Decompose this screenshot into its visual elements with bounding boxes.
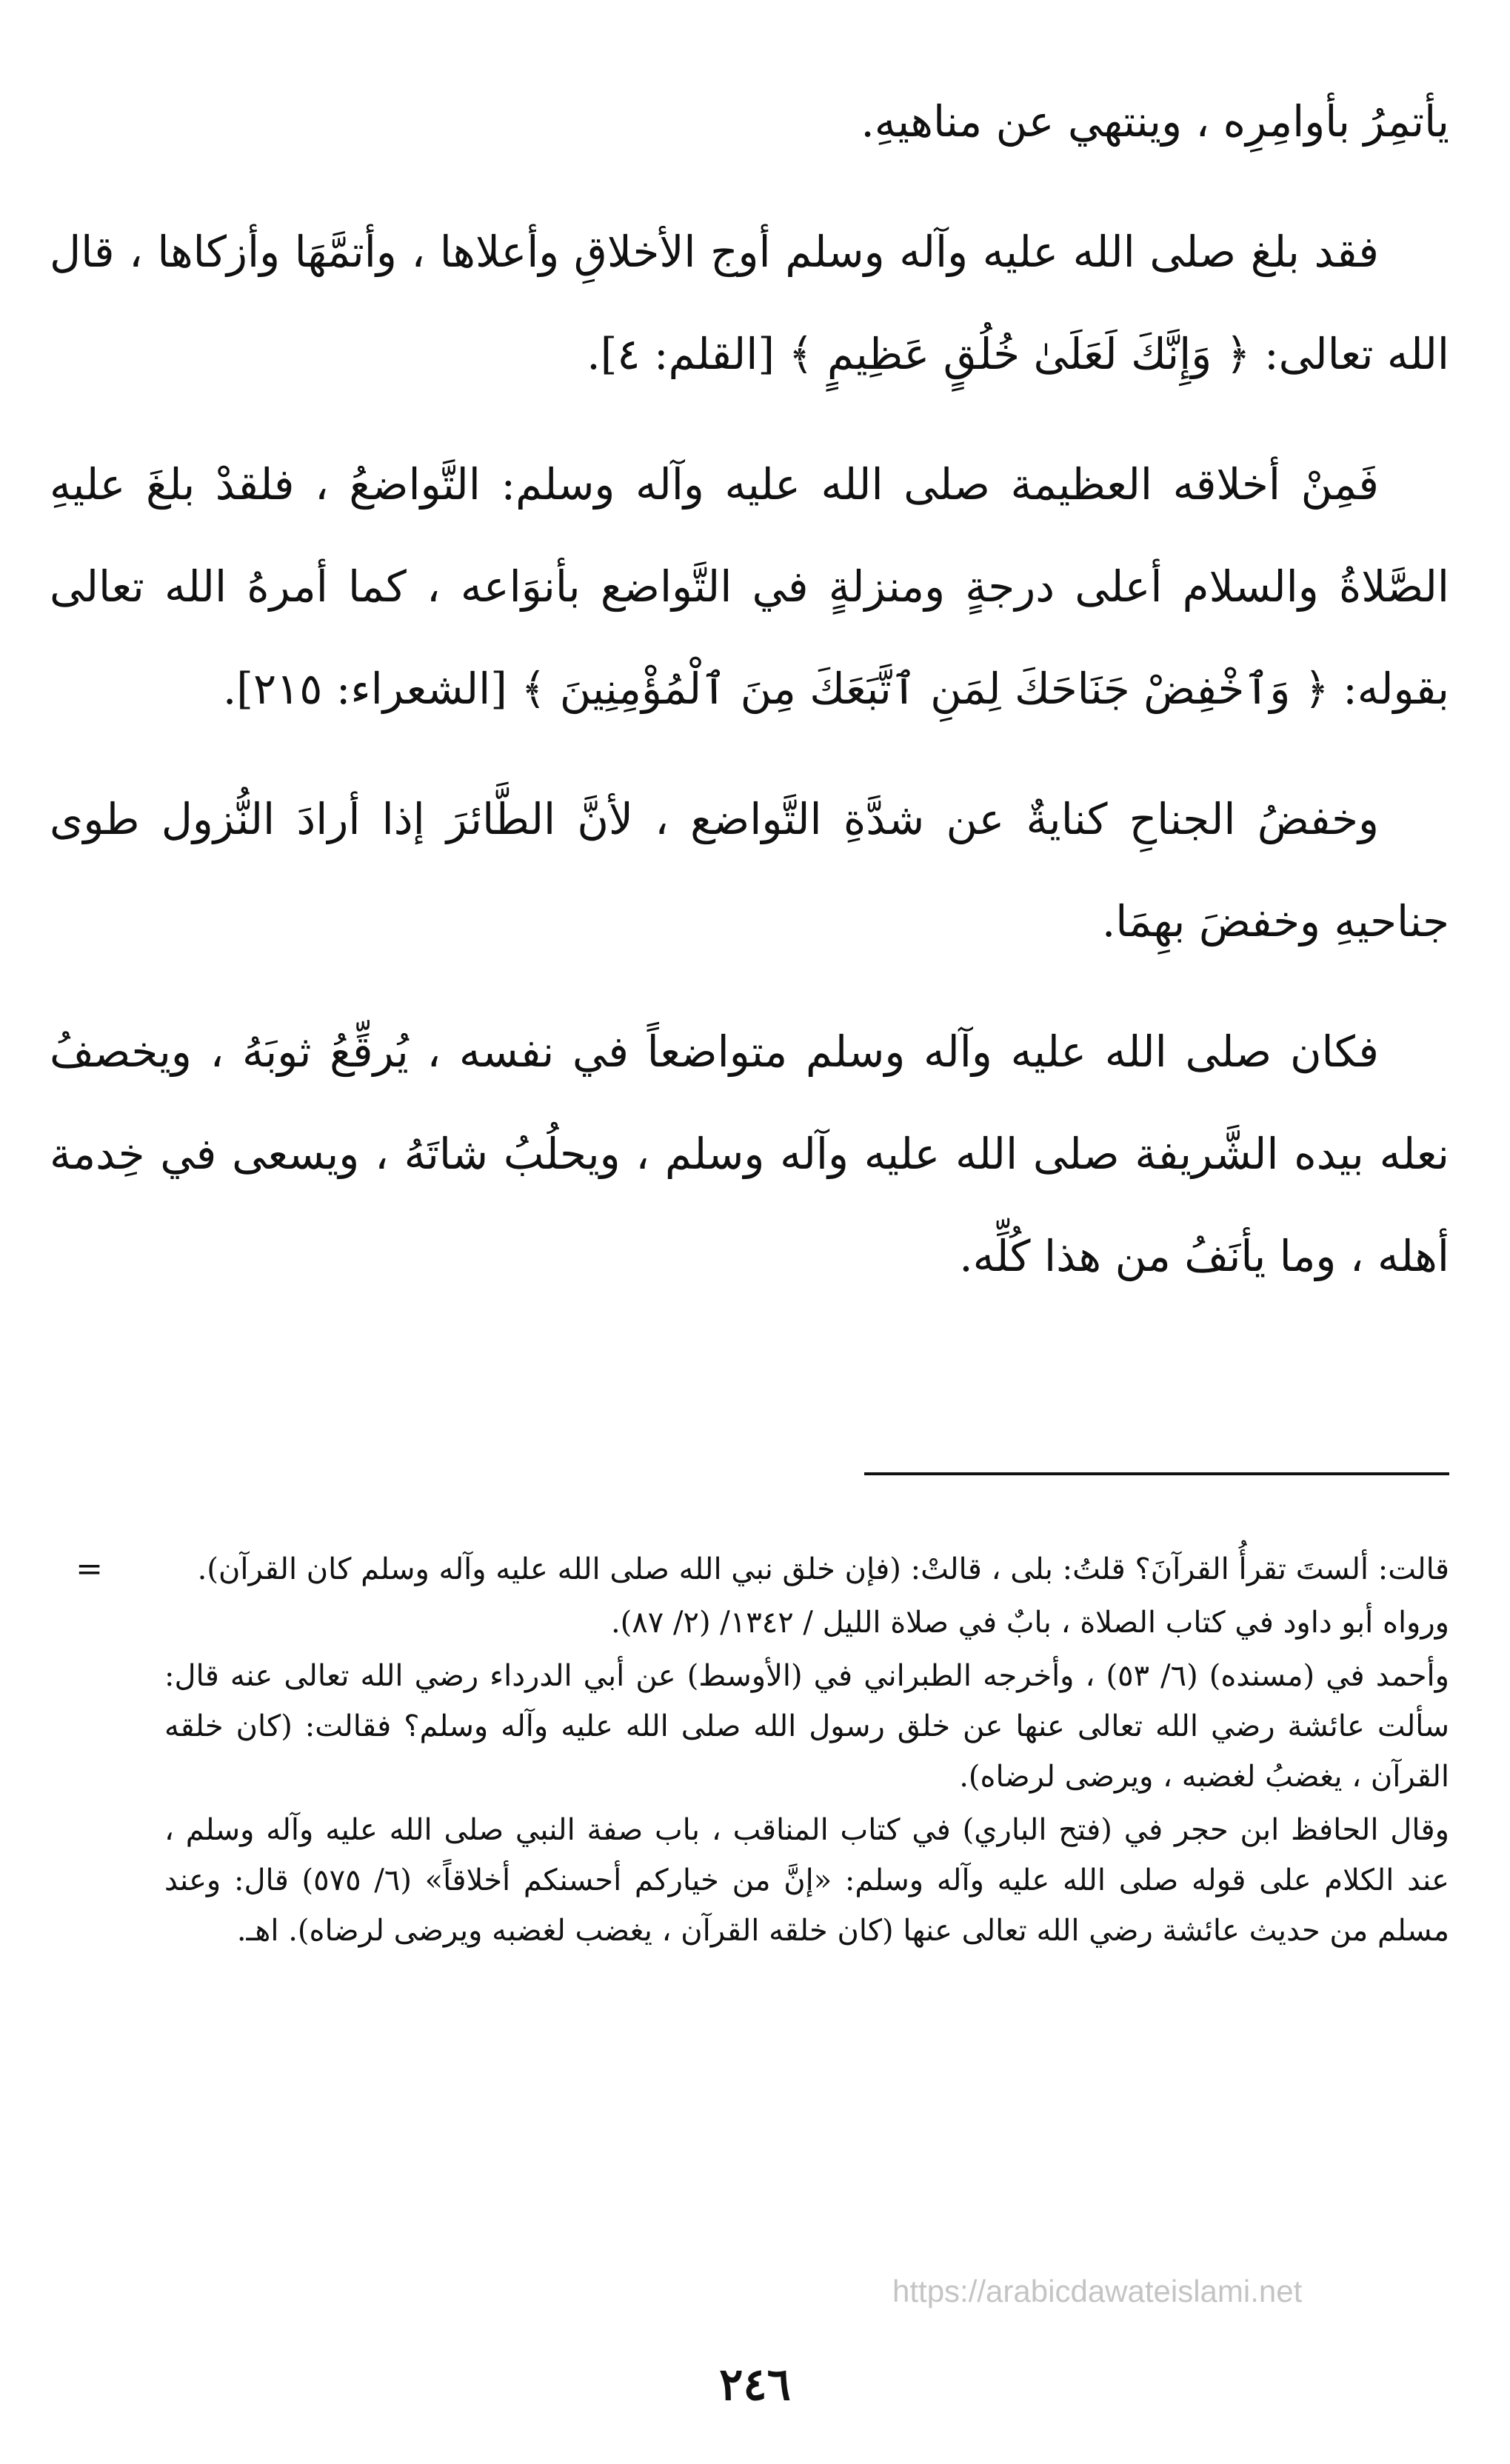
footnote-3: وأحمد في (مسنده) (٦/ ٥٣) ، وأخرجه الطبراني في (الأوسط) عن أبي الدرداء رضي الله تعالى عنه قال: سألت عائشة رضي الله تعالى عنها عن خلق رسول الله صلى الله عليه وآله وسلم؟ فقالت: (كان خلقه القرآن ، يغضبُ لغضبه ، ويرضى لرضاه). (164, 1659, 1449, 1794)
paragraph-1: يأتمِرُ بأوامِرِه ، وينتهي عن مناهيهِ. (861, 96, 1449, 147)
footnote-4: وقال الحافظ ابن حجر في (فتح الباري) في كتاب المناقب ، باب صفة النبي صلى الله عليه وآله وسلم ، عند الكلام على قوله صلى الله عليه وآله وسلم: «إنَّ من خياركم أحسنكم أخلاقاً» (٦/ ٥٧٥) قال: وعند مسلم من حديث عائشة رضي الله تعالى عنها (كان خلقه القرآن ، يغضب لغضبه ويرضى لرضاه). اهـ. (164, 1813, 1449, 1948)
footnote-divider (864, 1472, 1449, 1475)
footnote-2: ورواه أبو داود في كتاب الصلاة ، بابٌ في صلاة الليل / ١٣٤٢/ (٢/ ٨٧). (610, 1606, 1449, 1640)
page-number: ٢٤٦ (719, 2359, 791, 2411)
main-text (50, 70, 1449, 1335)
watermark-url: https://arabicdawateislami.net (892, 2274, 1303, 2308)
footnotes (164, 1544, 1449, 1959)
paragraph-3: فَمِنْ أخلاقه العظيمة صلى الله عليه وآله وسلم: التَّواضعُ ، فلقدْ بلغَ عليهِ الصَّلاةُ والسلام أعلى درجةٍ ومنزلةٍ في التَّواضع بأنوَاعه ، كما أمرهُ الله تعالى بقوله: ﴿ وَٱخْفِضْ جَنَاحَكَ لِمَنِ ٱتَّبَعَكَ مِنَ ٱلْمُؤْمِنِينَ ﴾ [الشعراء: ٢١٥]. (50, 459, 1449, 714)
paragraph-5: فكان صلى الله عليه وآله وسلم متواضعاً في نفسه ، يُرقِّعُ ثوبَهُ ، ويخصفُ نعله بيده الشَّريفة صلى الله عليه وآله وسلم ، ويحلُبُ شاتَهُ ، ويسعى في خِدمة أهله ، وما يأنَفُ من هذا كُلِّه. (50, 1026, 1449, 1281)
footnote-continuation-marker: = (76, 1550, 103, 1588)
footnote-1: قالت: ألستَ تقرأُ القرآنَ؟ قلتُ: بلى ، قالتْ: (فإن خلق نبي الله صلى الله عليه وآله وسلم كان القرآن). (197, 1552, 1449, 1586)
paragraph-4: وخفضُ الجناحِ كنايةٌ عن شدَّةِ التَّواضع ، لأنَّ الطَّائرَ إذا أرادَ النُّزول طوى جناحيهِ وخفضَ بهِمَا. (50, 794, 1449, 946)
paragraph-2: فقد بلغ صلى الله عليه وآله وسلم أوج الأخلاقِ وأعلاها ، وأتمَّهَا وأزكاها ، قال الله تعالى: ﴿ وَإِنَّكَ لَعَلَىٰ خُلُقٍ عَظِيمٍ ﴾ [القلم: ٤]. (50, 227, 1449, 379)
